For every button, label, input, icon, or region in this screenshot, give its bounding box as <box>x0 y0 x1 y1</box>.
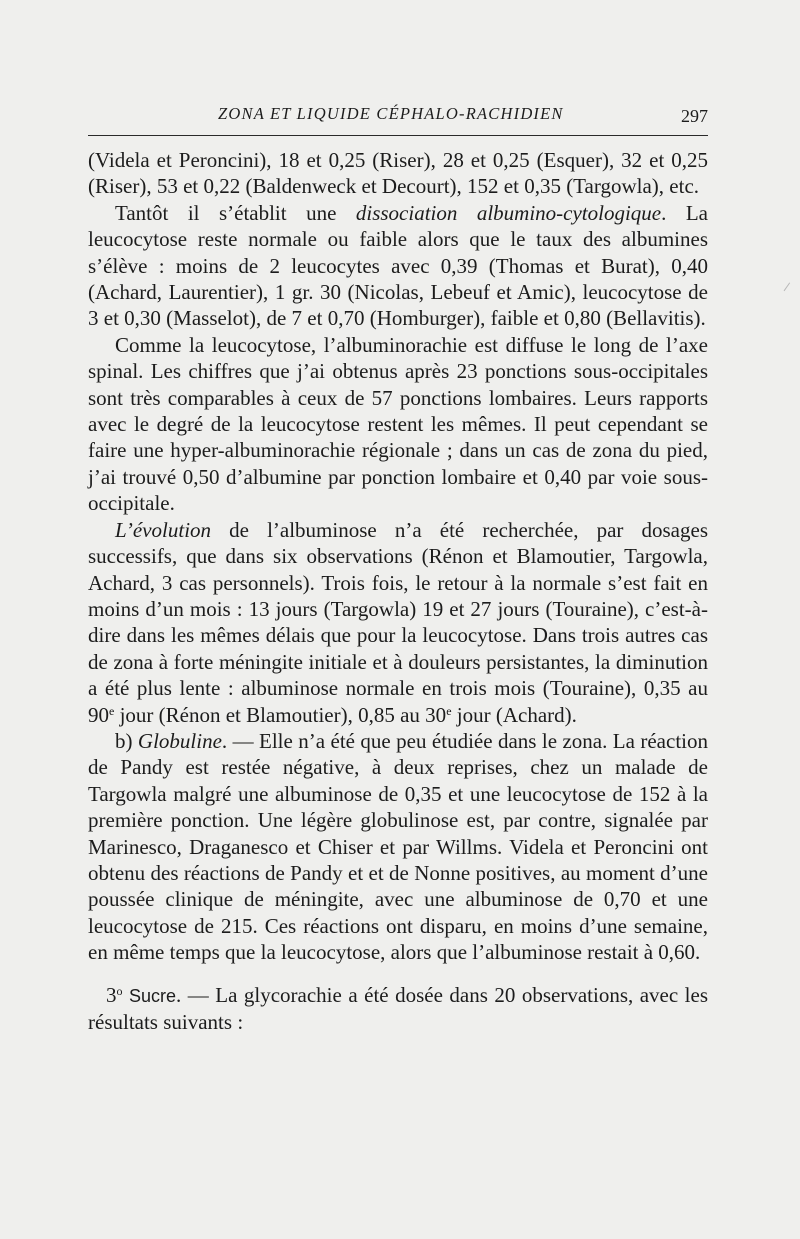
paragraph-text: . — Elle n’a été que peu étudiée dans le zona. La réaction de Pandy est restée négative, à deux reprises, chez un malade de Targowla malgré une albuminose de 0,35 et une leucocytose de 152 à la première ponction. Une légère globulinose est, par contre, signalée par Marinesco, Draganesco et Chiser et par Willms. Videla et Peroncini ont obtenu des réactions de Pandy et et de Nonne positives, au moment d’une poussée clinique de méningite, avec une albuminose de 0,70 et une leucocytose de 215. Ces réactions ont disparu, en moins d’une semaine, en même temps que la leucocytose, alors que l’albuminose restait à 0,60. <box>88 728 708 965</box>
paragraph-text: Comme la leucocytose, l’albuminorachie est diffuse le long de l’axe spinal. Les chiffres que j’ai obtenus après 23 ponctions sous-occipitales sont très comparables à ceux de 57 ponctions lombaires. Leurs rapports avec le degré de la leucocytose restent les mêmes. Il peut cependant se faire une hyper-albuminorachie régionale ; dans un cas de zona du pied, j’ai trouvé 0,50 d’albumine par ponction lombaire et 0,40 par voie sous-occipitale. <box>88 332 708 516</box>
section-sucre <box>88 982 708 1036</box>
paragraph-text: b) <box>115 728 138 753</box>
emphasis-term: dissociation albumino-cytologique <box>355 200 662 225</box>
emphasis-term: Globuline <box>137 728 222 753</box>
paragraph-text: jour (Achard). <box>451 702 577 727</box>
header-rule <box>88 135 708 136</box>
page-number: 297 <box>681 106 708 126</box>
paragraph-text: . — La glycorachie a été dosée dans 20 observations, avec les résultats suivants : <box>88 982 709 1034</box>
section-heading: Sucre <box>129 985 177 1006</box>
paragraph-globuline <box>88 728 708 966</box>
paragraph-continuation <box>88 147 708 200</box>
paragraph-albuminorachie <box>88 332 708 517</box>
section-number: 3 <box>106 982 117 1007</box>
superscript: o <box>116 983 123 998</box>
paragraph-text: (Videla et Peroncini), 18 et 0,25 (Riser), 28 et 0,25 (Esquer), 32 et 0,25 (Riser), 53 et 0,22 (Baldenweck et Decourt), 152 et 0,35 (Targowla), etc. <box>88 148 708 199</box>
paragraph-text: . La leucocytose reste normale ou faible alors que le taux des albumines s’élève : moins de 2 leucocytes avec 0,39 (Thomas et Burat), 0,40 (Achard, Laurentier), 1 gr. 30 (Nicolas, Lebeuf et Amic), leucocytose de 3 et 0,30 (Masselot), de 7 et 0,70 (Homburger), faible et 0,80 (Bellavitis). <box>88 200 708 331</box>
body-text <box>88 147 708 1035</box>
paragraph-text: Tantôt il s’établit une <box>115 200 356 225</box>
superscript: e <box>446 703 452 718</box>
paragraph-text: jour (Rénon et Blamoutier), 0,85 au 30 <box>114 702 447 727</box>
running-title: ZONA ET LIQUIDE CÉPHALO-RACHIDIEN <box>218 104 564 123</box>
superscript: e <box>109 703 115 718</box>
paragraph-dissociation <box>88 200 708 332</box>
page-header <box>88 104 708 134</box>
emphasis-term: L’évolution <box>115 517 212 542</box>
pencil-mark <box>784 282 794 293</box>
paragraph-text: de l’albuminose n’a été recherchée, par dosages successifs, que dans six observations (Rénon et Blamoutier, Targowla, Achard, 3 cas personnels). Trois fois, le retour à la normale s’est fait en moins d’un mois : 13 jours (Targowla) 19 et 27 jours (Touraine), c’est-à-dire dans les mêmes délais que pour la leucocytose. Dans trois autres cas de zona à forte méningite initiale et à douleurs persistantes, la diminution a été plus lente : albuminose normale en trois mois (Touraine), 0,35 au 90 <box>88 517 708 727</box>
paragraph-evolution <box>88 517 708 728</box>
